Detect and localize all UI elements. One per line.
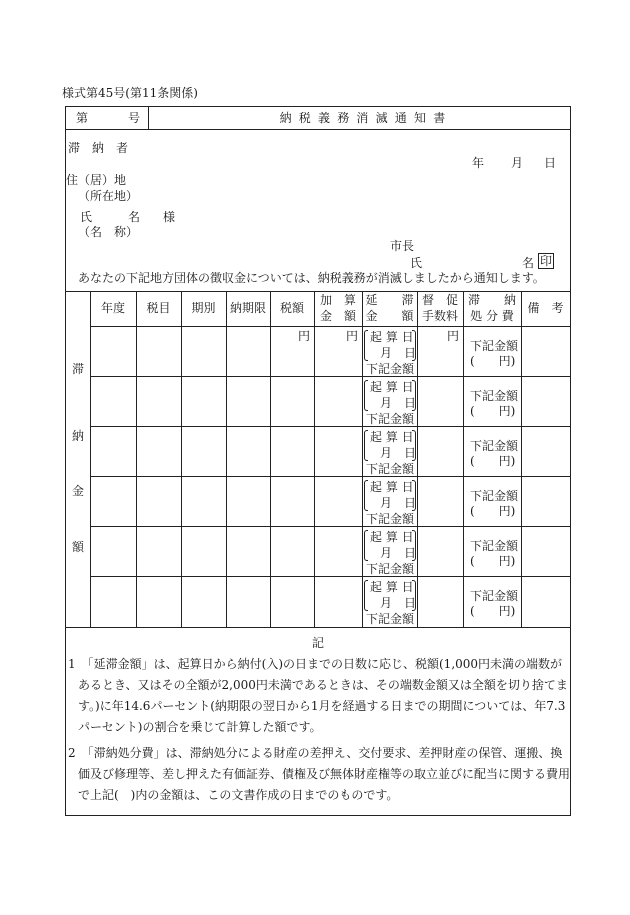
calc-start-label: 起 算 日 xyxy=(370,380,414,394)
header-due-date: 納期限 xyxy=(229,301,266,315)
header-disposal-2: 処 分 費 xyxy=(470,309,514,323)
below-amount-label: 下記金額 xyxy=(366,612,415,626)
note1-line2: あるとき、又はその全額が2,000円未満であるときは、その端数金額又は全額を切り捨てま xyxy=(78,678,568,692)
bracket-left xyxy=(364,430,368,461)
document-title: 納税義務消滅通知書 xyxy=(279,111,453,125)
below-amount-label: 下記金額 xyxy=(366,512,415,526)
bracket-left xyxy=(364,380,368,411)
name-suffix: 様 xyxy=(163,210,176,224)
disposal-note: 下記金額 xyxy=(470,439,519,453)
calc-start-label: 起 算 日 xyxy=(370,480,414,494)
date-month: 月 xyxy=(511,156,524,170)
notice-frame xyxy=(65,106,571,816)
calc-date-label: 月 日 xyxy=(380,596,417,610)
side-label-2: 納 xyxy=(71,429,84,443)
date-day: 日 xyxy=(544,156,557,170)
name-mid: 名 xyxy=(128,210,141,224)
below-amount-label: 下記金額 xyxy=(366,462,415,476)
bracket-left xyxy=(364,480,368,511)
location-label: （所在地） xyxy=(78,189,139,203)
notice-text: あなたの下記地方団体の徴収金については、納税義務が消滅しましたから通知します。 xyxy=(78,271,545,285)
header-rule xyxy=(90,326,570,327)
calc-start-label: 起 算 日 xyxy=(370,530,414,544)
header-surcharge-2: 金 額 xyxy=(319,309,356,323)
note1-line4: パーセント)の割合を乗じて計算した額です。 xyxy=(78,720,322,734)
header-year: 年度 xyxy=(100,301,125,315)
row-rule xyxy=(90,526,570,527)
yen-surcharge: 円 xyxy=(345,329,358,343)
header-dunning-2: 手数料 xyxy=(421,309,458,323)
disposal-note: 下記金額 xyxy=(470,539,519,553)
issuer-mayor: 市長 xyxy=(390,239,415,253)
below-amount-label: 下記金額 xyxy=(366,362,415,376)
note1-line3: す。)に年14.6パーセント(納期限の翌日から1月を経過する日までの期間については、年7.3 xyxy=(78,699,566,713)
number-prefix: 第 xyxy=(76,111,89,125)
disposal-amount: ( 円) xyxy=(470,354,516,368)
disposal-amount: ( 円) xyxy=(470,404,516,418)
bracket-left xyxy=(364,330,368,361)
disposal-amount: ( 円) xyxy=(470,554,516,568)
row-rule xyxy=(90,376,570,377)
header-delinquency-2: 金 額 xyxy=(365,309,414,323)
disposal-amount: ( 円) xyxy=(470,604,516,618)
yen-dunning: 円 xyxy=(446,329,459,343)
disposal-note: 下記金額 xyxy=(470,389,519,403)
disposal-amount: ( 円) xyxy=(470,504,516,518)
bracket-left xyxy=(364,530,368,561)
disposal-amount: ( 円) xyxy=(470,454,516,468)
row-rule xyxy=(90,476,570,477)
calc-date-label: 月 日 xyxy=(380,346,417,360)
side-label-4: 額 xyxy=(71,540,84,554)
residence-label: 住（居）地 xyxy=(66,173,127,187)
calc-date-label: 月 日 xyxy=(380,546,417,560)
name-prefix: 氏 xyxy=(80,210,93,224)
calc-date-label: 月 日 xyxy=(380,446,417,460)
note2-line2: 価及び修理等、差し押えた有価証券、債権及び無体財産権等の取立並びに配当に関する費用 xyxy=(78,767,571,781)
below-amount-label: 下記金額 xyxy=(366,412,415,426)
header-delinquency-1: 延 滞 xyxy=(365,293,414,307)
calc-date-label: 月 日 xyxy=(380,396,417,410)
header-dunning-1: 督 促 xyxy=(421,293,458,307)
below-amount-label: 下記金額 xyxy=(366,562,415,576)
row-rule xyxy=(90,426,570,427)
date-year: 年 xyxy=(472,156,485,170)
seal-mark: 印 xyxy=(539,254,552,268)
calc-start-label: 起 算 日 xyxy=(370,430,414,444)
calc-start-label: 起 算 日 xyxy=(370,580,414,594)
number-suffix: 号 xyxy=(128,111,141,125)
issuer-name-prefix: 氏 xyxy=(410,256,423,270)
issuer-name-suffix: 名 xyxy=(522,256,535,270)
disposal-note: 下記金額 xyxy=(470,589,519,603)
side-label-1: 滞 xyxy=(71,362,84,376)
disposal-note: 下記金額 xyxy=(470,489,519,503)
side-label-3: 金 xyxy=(71,484,84,498)
calc-start-label: 起 算 日 xyxy=(370,330,414,344)
disposal-note: 下記金額 xyxy=(470,339,519,353)
notes-heading: 記 xyxy=(311,636,324,650)
header-remarks: 備 考 xyxy=(527,301,564,315)
header-surcharge-1: 加 算 xyxy=(319,293,356,307)
yen-tax: 円 xyxy=(297,329,310,343)
note1-line1: 1 「延滞金額」は、起算日から納付(入)の日までの日数に応じ、税額(1,000円未満の端数が xyxy=(68,657,563,671)
note2-line3: で上記( )内の金額は、この文書作成の日までのものです。 xyxy=(78,788,399,802)
header-tax-item: 税目 xyxy=(146,301,171,315)
row-rule xyxy=(90,576,570,577)
delinquent-label: 滞 納 者 xyxy=(68,141,129,155)
calc-date-label: 月 日 xyxy=(380,496,417,510)
form-label: 様式第45号(第11条関係) xyxy=(62,86,198,100)
note2-line1: 2 「滞納処分費」は、滞納処分による財産の差押え、交付要求、差押財産の保管、運搬、換 xyxy=(68,746,563,760)
header-period: 期別 xyxy=(191,301,216,315)
bracket-left xyxy=(364,580,368,611)
header-tax-amount: 税額 xyxy=(279,301,304,315)
title-label: （名 称） xyxy=(78,225,139,239)
header-disposal-1: 滞 納 xyxy=(467,293,516,307)
